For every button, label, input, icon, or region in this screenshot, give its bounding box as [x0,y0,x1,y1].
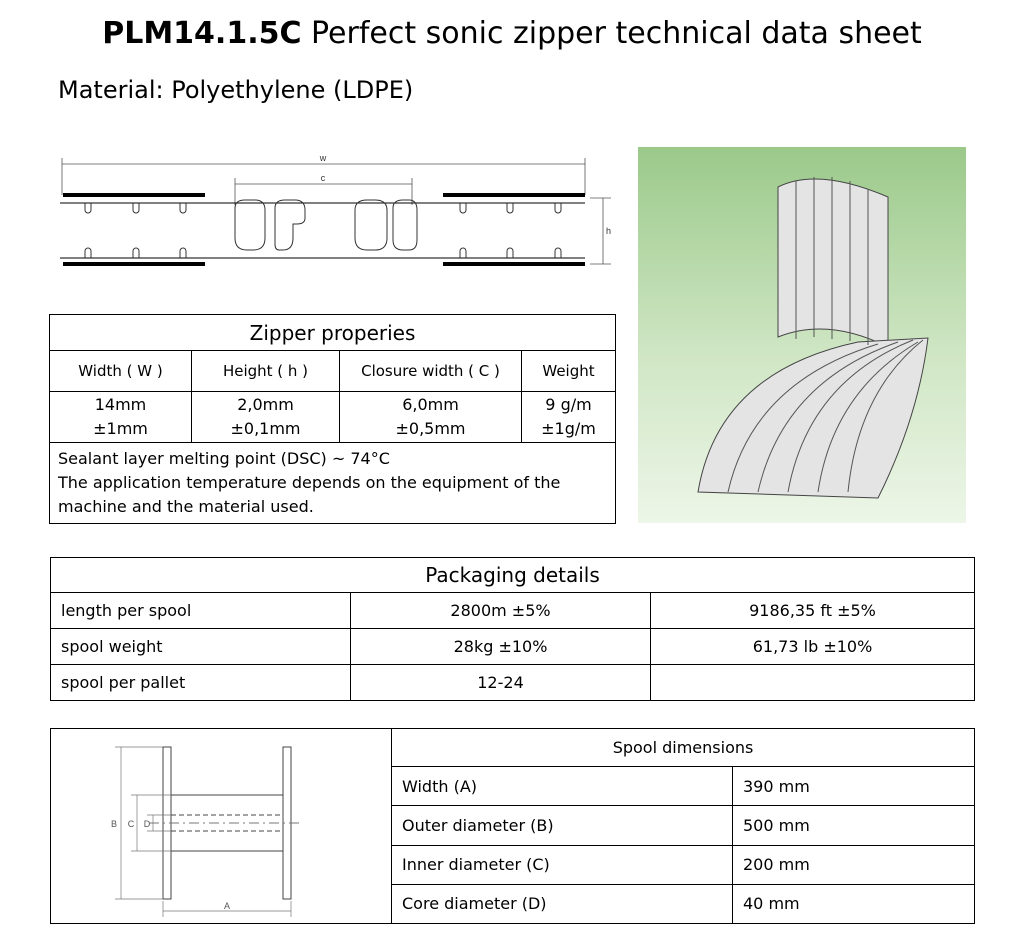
dimension-value: 390 mm [733,767,975,806]
zipper-roll-illustration [638,147,966,523]
dimension-label: Core diameter (D) [392,884,733,923]
spool-label-c: C [127,819,135,829]
zipper-properties-table [49,314,616,524]
spool-label-d: D [143,819,151,829]
row-label: spool weight [51,629,351,665]
zipper-profile-drawing [55,150,625,275]
dim-label-w: w [319,153,327,163]
metric-value: 28kg ±10% [351,629,651,665]
metric-value: 2800m ±5% [351,593,651,629]
table-row [51,629,975,665]
table-row [51,665,975,701]
dimension-value: 40 mm [733,884,975,923]
dimension-label: Outer diameter (B) [392,806,733,845]
material-label: Material: Polyethylene (LDPE) [58,76,414,104]
dim-label-c: c [320,173,326,183]
page-title [0,14,1024,54]
title-text: Perfect sonic zipper technical data sheet [301,16,922,51]
dimension-value: 500 mm [733,806,975,845]
spool-drawing-cell [51,729,392,924]
table-row [51,593,975,629]
height-value-cell: 2,0mm ±0,1mm [192,392,340,443]
zipper-properties-title: Zipper properies [50,315,616,351]
dim-label-h: h [606,226,612,236]
column-header-closure-width: Closure width ( C ) [340,351,522,392]
metric-value: 12-24 [351,665,651,701]
width-value-cell: 14mm ±1mm [50,392,192,443]
packaging-details-table [50,557,975,701]
imperial-value: 9186,35 ft ±5% [651,593,975,629]
packaging-title: Packaging details [51,558,975,593]
column-header-height: Height ( h ) [192,351,340,392]
melting-point-note: Sealant layer melting point (DSC) ~ 74°C The application temperature depends on the equipment of the machine and the material used. [50,443,616,524]
zipper-product-image [638,147,966,523]
row-label: spool per pallet [51,665,351,701]
product-code: PLM14.1.5C [102,16,302,51]
dimension-label: Inner diameter (C) [392,845,733,884]
spool-drawing [51,729,391,919]
dimension-label: Width (A) [392,767,733,806]
column-header-weight: Weight [522,351,616,392]
spool-label-a: A [223,901,231,911]
imperial-value: 61,73 lb ±10% [651,629,975,665]
closure-width-value-cell: 6,0mm ±0,5mm [340,392,522,443]
weight-value-cell: 9 g/m ±1g/m [522,392,616,443]
spool-dimensions-title: Spool dimensions [392,729,975,767]
dimension-value: 200 mm [733,845,975,884]
imperial-value [651,665,975,701]
row-label: length per spool [51,593,351,629]
spool-dimensions-table [50,728,975,924]
spool-label-b: B [110,819,118,829]
column-header-width: Width ( W ) [50,351,192,392]
